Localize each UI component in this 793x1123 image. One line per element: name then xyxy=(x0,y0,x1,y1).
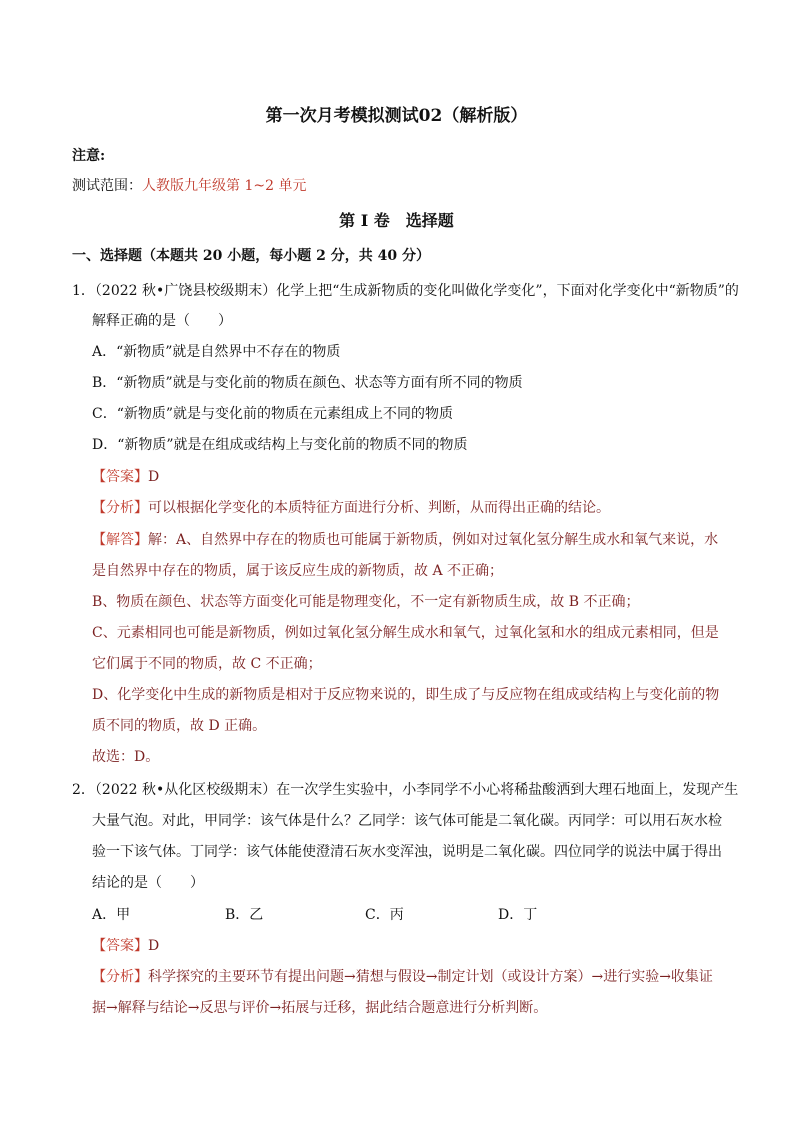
question-2-stem-line-2: 大量气泡。对此，甲同学：该气体是什么？乙同学：该气体可能是二氧化碳。丙同学：可以用石灰水检 xyxy=(92,813,722,829)
answer-value: D xyxy=(148,469,160,485)
question-1-analysis xyxy=(92,498,610,518)
question-1-solution-line-1: 【解答】解：A、自然界中存在的物质也可能属于新物质，例如对过氧化氢分解生成水和氧气来说，水 xyxy=(92,532,719,548)
question-2-analysis-line-2: 据→解释与结论→反思与评价→拓展与迁移，据此结合题意进行分析判断。 xyxy=(92,1000,548,1016)
question-1-solution-line-4: C、元素相同也可能是新物质，例如过氧化氢分解生成水和氧气，过氧化氢和水的组成元素相同，但是 xyxy=(92,625,719,641)
question-1-option-d: D．“新物质”就是在组成或结构上与变化前的物质不同的物质 xyxy=(92,437,468,453)
question-1-solution-line-2: 是自然界中存在的物质，属于该反应生成的新物质，故 A 不正确； xyxy=(92,563,504,579)
question-2-answer xyxy=(92,936,159,956)
question-1-solution-line-3: B、物质在颜色、状态等方面变化可能是物理变化，不一定有新物质生成，故 B 不正确； xyxy=(92,594,640,610)
notice-label: 注意: xyxy=(72,148,106,164)
question-1-number: 1． xyxy=(72,283,95,299)
question-1-final-choice: 故选：D。 xyxy=(92,749,160,765)
question-2-number: 2． xyxy=(72,782,95,798)
question-2-stem-line-4: 结论的是（ ） xyxy=(92,875,204,891)
question-2-option-c: C．丙 xyxy=(365,907,404,923)
question-1-stem-line-1: 1．（2022 秋•广饶县校级期末）化学上把“生成新物质的变化叫做化学变化”，下面对化学变化中“新物质”的 xyxy=(72,283,739,299)
answer-value: D xyxy=(148,938,160,954)
scope-label: 测试范围： xyxy=(72,178,142,194)
analysis-tag: 【分析】 xyxy=(92,500,148,516)
question-1-solution-line-6: D、化学变化中生成的新物质是相对于反应物来说的，即生成了与反应物在组成或结构上与变化前的物 xyxy=(92,687,720,703)
question-1-option-c: C．“新物质”就是与变化前的物质在元素组成上不同的物质 xyxy=(92,406,454,422)
section-heading: 一、选择题（本题共 20 小题，每小题 2 分，共 40 分） xyxy=(72,248,430,264)
question-2-option-d: D．丁 xyxy=(498,907,538,923)
question-1-solution-line-7: 质不同的物质，故 D 正确。 xyxy=(92,718,267,734)
answer-tag: 【答案】 xyxy=(92,938,148,954)
document-title: 第一次月考模拟测试02（解析版） xyxy=(265,106,528,126)
question-1-stem-line-2: 解释正确的是（ ） xyxy=(92,313,232,329)
analysis-text: 可以根据化学变化的本质特征方面进行分析、判断，从而得出正确的结论。 xyxy=(148,500,610,516)
answer-tag: 【答案】 xyxy=(92,469,148,485)
question-2-stem-line-3: 验一下该气体。丁同学：该气体能使澄清石灰水变浑浊，说明是二氧化碳。四位同学的说法中属于得出 xyxy=(92,844,722,860)
question-2-option-a: A．甲 xyxy=(92,907,131,923)
analysis-tag: 【分析】 xyxy=(92,969,148,985)
question-1-option-b: B．“新物质”就是与变化前的物质在颜色、状态等方面有所不同的物质 xyxy=(92,375,523,391)
question-2-stem-line-1: 2．（2022 秋•从化区校级期末）在一次学生实验中，小李同学不小心将稀盐酸洒到大理石地面上，发现产生 xyxy=(72,782,739,798)
volume-title: 第 I 卷 选择题 xyxy=(339,211,454,230)
question-2-option-b: B．乙 xyxy=(225,907,264,923)
question-1-solution-line-5: 它们属于不同的物质，故 C 不正确； xyxy=(92,656,322,672)
scope-line xyxy=(72,176,306,196)
solution-tag: 【解答】 xyxy=(92,532,148,548)
question-2-analysis-line-1: 【分析】科学探究的主要环节有提出问题→猜想与假设→制定计划（或设计方案）→进行实验→收集证 xyxy=(92,969,713,985)
question-1-answer xyxy=(92,467,159,487)
question-1-option-a: A．“新物质”就是自然界中不存在的物质 xyxy=(92,344,341,360)
scope-value: 人教版九年级第 1~2 单元 xyxy=(142,178,307,194)
